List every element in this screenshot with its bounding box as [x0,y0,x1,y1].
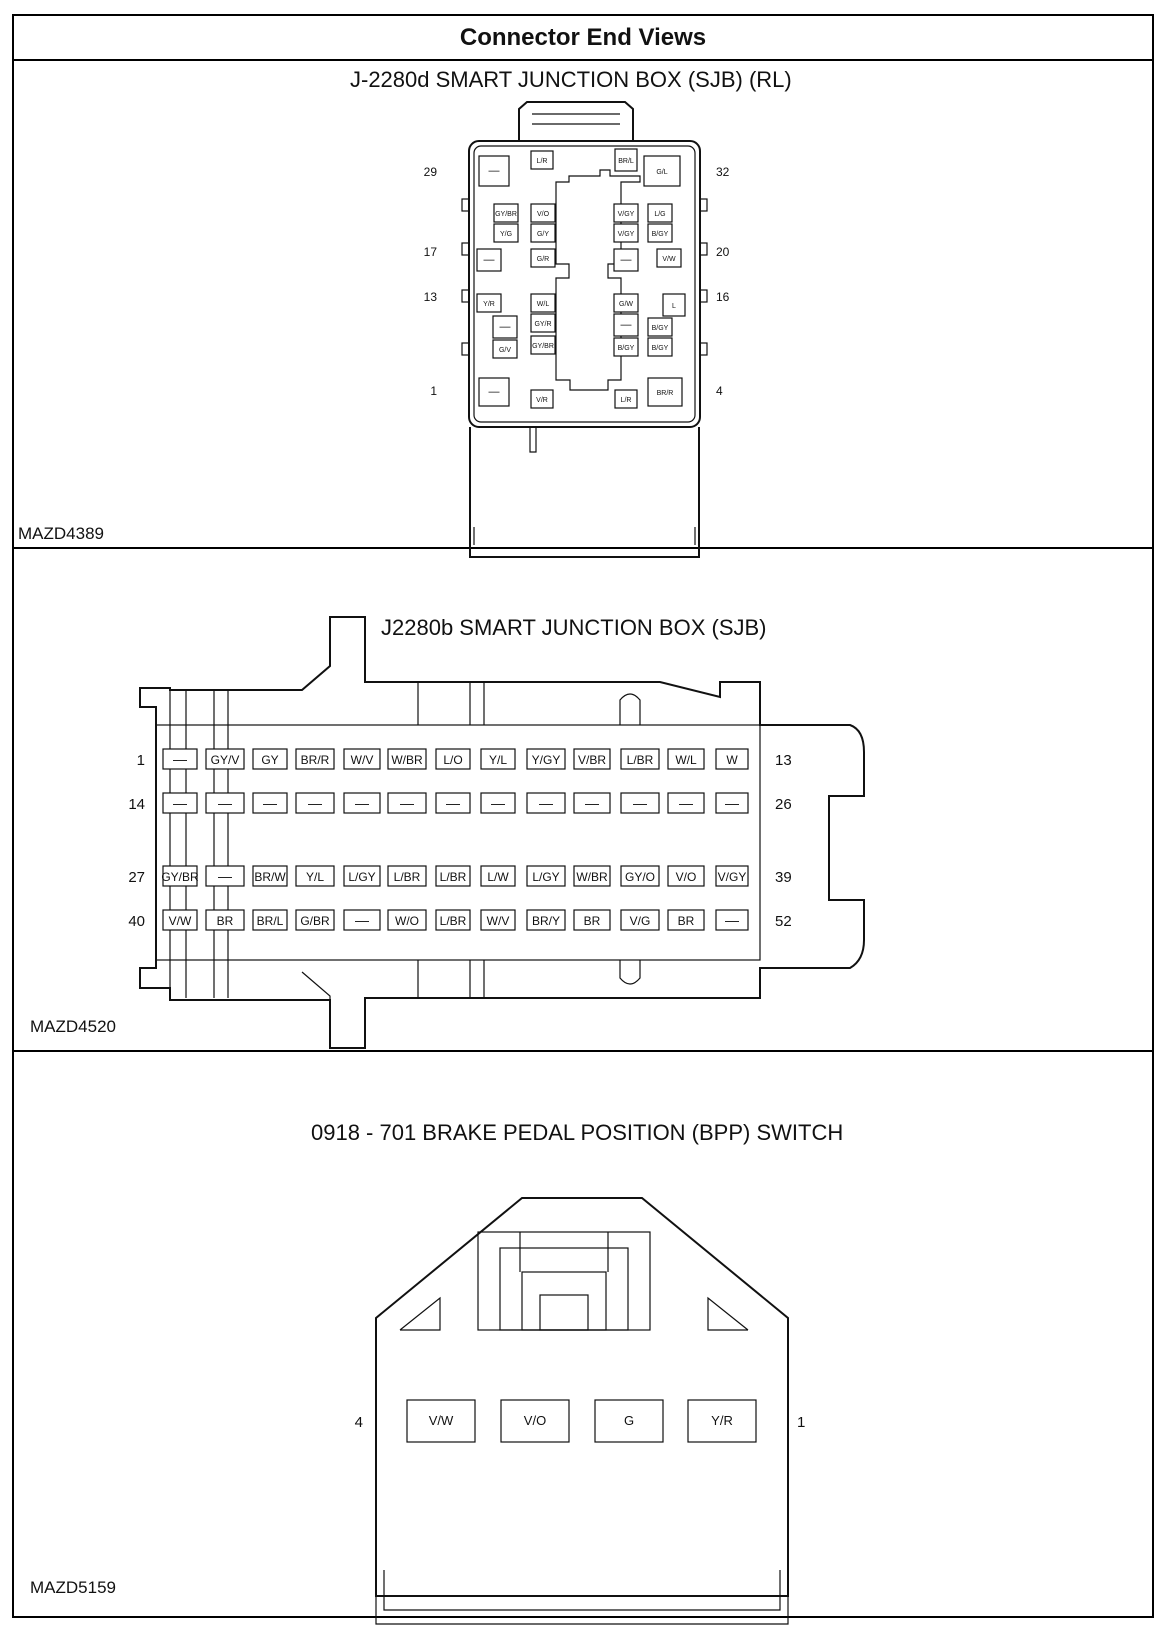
cavity-wire-color: — [620,254,632,266]
cavity-wire-color: L/R [536,158,548,165]
terminal-wire-color: — [400,795,414,811]
row-start-pin-number: 14 [128,796,145,813]
bpp-housing-base-guide [376,1318,788,1624]
cavity-wire-color: B/GY [617,345,635,352]
terminal-wire-color: L/BR [626,753,654,767]
cavity-wire-color: B/GY [651,325,669,332]
terminal-wire-color: — [725,912,739,928]
terminal-wire-color: — [308,795,322,811]
cavity-wire-color: Y/G [499,231,513,238]
terminal-wire-color: L/GY [532,870,560,884]
terminal-wire-color: — [679,795,693,811]
bpp-switch-figure-id: MAZD5159 [30,1578,116,1597]
terminal-wire-color: W/V [350,753,374,767]
terminal-wire-color: — [633,795,647,811]
terminal-wire-color: BR/W [254,870,286,884]
pin-number-label: 20 [716,245,730,259]
terminal-wire-color: L/W [487,870,509,884]
bpp-terminal-wire-color: G [623,1413,635,1428]
terminal-wire-color: — [446,795,460,811]
sheet-title: Connector End Views [459,23,707,51]
terminal-wire-color: GY [261,753,279,767]
terminal-wire-color: GY/O [624,870,656,884]
terminal-wire-color: W/BR [391,753,423,767]
terminal-wire-color: V/O [675,870,697,884]
cavity-wire-color: B/GY [651,231,669,238]
cavity-wire-color: B/GY [651,345,669,352]
terminal-wire-color: — [173,751,187,767]
cavity-wire-color: V/W [662,256,676,263]
cavity-wire-color: — [488,165,500,177]
pin-number-label: 29 [423,165,437,179]
cavity-wire-color: GY/BR [532,343,554,350]
terminal-wire-color: BR [583,914,601,928]
pin-number-label: 32 [716,165,730,179]
sjb-title: J2280b SMART JUNCTION BOX (SJB) [381,615,767,640]
terminal-wire-color: L/BR [439,870,467,884]
terminal-wire-color: L/BR [439,914,467,928]
sjb-rl-figure-id: MAZD4389 [18,524,104,543]
bpp-bottom-lip [384,1570,780,1610]
bpp-top-block-inner [500,1248,628,1330]
terminal-wire-color: G/BR [300,914,330,928]
cavity-wire-color: L/G [654,211,666,218]
bpp-side-ribs [400,1298,748,1330]
bpp-terminal-wire-color: V/O [523,1413,547,1428]
bpp-top-block [478,1232,650,1330]
terminal-wire-color: BR/Y [531,914,561,928]
terminal-wire-color: — [218,795,232,811]
bpp-switch-title: 0918 - 701 BRAKE PEDAL POSITION (BPP) SWITCH [311,1120,844,1145]
terminal-wire-color: L/O [443,753,463,767]
terminal-wire-color: — [263,795,277,811]
cavity-wire-color: GY/BR [495,211,517,218]
row-start-pin-number: 40 [128,913,145,930]
cavity-wire-color: V/O [536,211,550,218]
cavity-wire-color: V/GY [617,211,635,218]
terminal-wire-color: Y/L [488,753,508,767]
cavity-wire-color: GY/R [534,321,552,328]
cavity-wire-color: — [483,254,495,266]
terminal-wire-color: W/O [395,914,419,928]
terminal-wire-color: V/G [629,914,651,928]
bpp-terminal-wire-color: Y/R [711,1413,733,1428]
cavity-wire-color: — [620,319,632,331]
cavity-wire-color: L/R [620,397,632,404]
terminal-wire-color: W [726,753,738,767]
row-end-pin-number: 39 [775,869,792,886]
terminal-wire-color: V/GY [717,870,747,884]
terminal-wire-color: — [725,795,739,811]
sjb-rl-title: J-2280d SMART JUNCTION BOX (SJB) (RL) [350,67,792,92]
terminal-wire-color: BR [216,914,234,928]
pin-number-label: 4 [716,384,723,398]
terminal-wire-color: W/L [675,753,697,767]
terminal-wire-color: Y/GY [531,753,561,767]
terminal-wire-color: V/BR [577,753,607,767]
pin-number-label: 1 [430,384,437,398]
cavity-wire-color: G/V [498,347,512,354]
terminal-wire-color: W/V [486,914,510,928]
row-end-pin-number: 52 [775,913,792,930]
terminal-wire-color: — [585,795,599,811]
cavity-wire-color: G/Y [536,231,550,238]
pin-number-label: 16 [716,290,730,304]
row-start-pin-number: 1 [136,752,145,769]
pin-number-label: 13 [423,290,437,304]
row-start-pin-number: 27 [128,869,145,886]
cavity-wire-color: V/GY [617,231,635,238]
cavity-wire-color: G/R [536,256,550,263]
cavity-wire-color: W/L [536,301,550,308]
sjb-figure-id: MAZD4520 [30,1017,116,1036]
terminal-wire-color: BR [677,914,695,928]
cavity-wire-color: BR/L [618,158,634,165]
terminal-wire-color: Y/L [305,870,325,884]
bpp-pin-number-right: 1 [797,1414,806,1431]
terminal-wire-color: W/BR [576,870,608,884]
cavity-wire-color: L [672,303,676,310]
terminal-wire-color: GY/V [210,753,240,767]
pin-number-label: 17 [423,245,437,259]
terminal-wire-color: BR/L [256,914,284,928]
terminal-wire-color: — [218,868,232,884]
bpp-pin-number-left: 4 [354,1414,363,1431]
cavity-wire-color: BR/R [656,390,674,397]
bpp-terminal-wire-color: V/W [428,1413,454,1428]
bpp-block-lines [520,1232,608,1272]
terminal-wire-color: — [539,795,553,811]
row-end-pin-number: 13 [775,752,792,769]
terminal-wire-color: GY/BR [161,870,199,884]
cavity-wire-color: V/R [536,397,548,404]
terminal-wire-color: BR/R [300,753,330,767]
terminal-wire-color: — [355,795,369,811]
cavity-wire-color: — [488,386,500,398]
bpp-key [522,1272,606,1330]
cavity-wire-color: G/L [656,169,668,176]
terminal-wire-color: — [491,795,505,811]
cavity-wire-color: — [499,321,511,333]
row-end-pin-number: 26 [775,796,792,813]
terminal-wire-color: V/W [168,914,192,928]
cavity-wire-color: G/W [619,301,633,308]
bpp-switch-housing [376,1198,788,1596]
bpp-key-inner [540,1295,588,1330]
terminal-wire-color: — [173,795,187,811]
terminal-wire-color: L/GY [348,870,376,884]
terminal-wire-color: L/BR [393,870,421,884]
cavity-wire-color: Y/R [483,301,495,308]
terminal-wire-color: — [355,912,369,928]
